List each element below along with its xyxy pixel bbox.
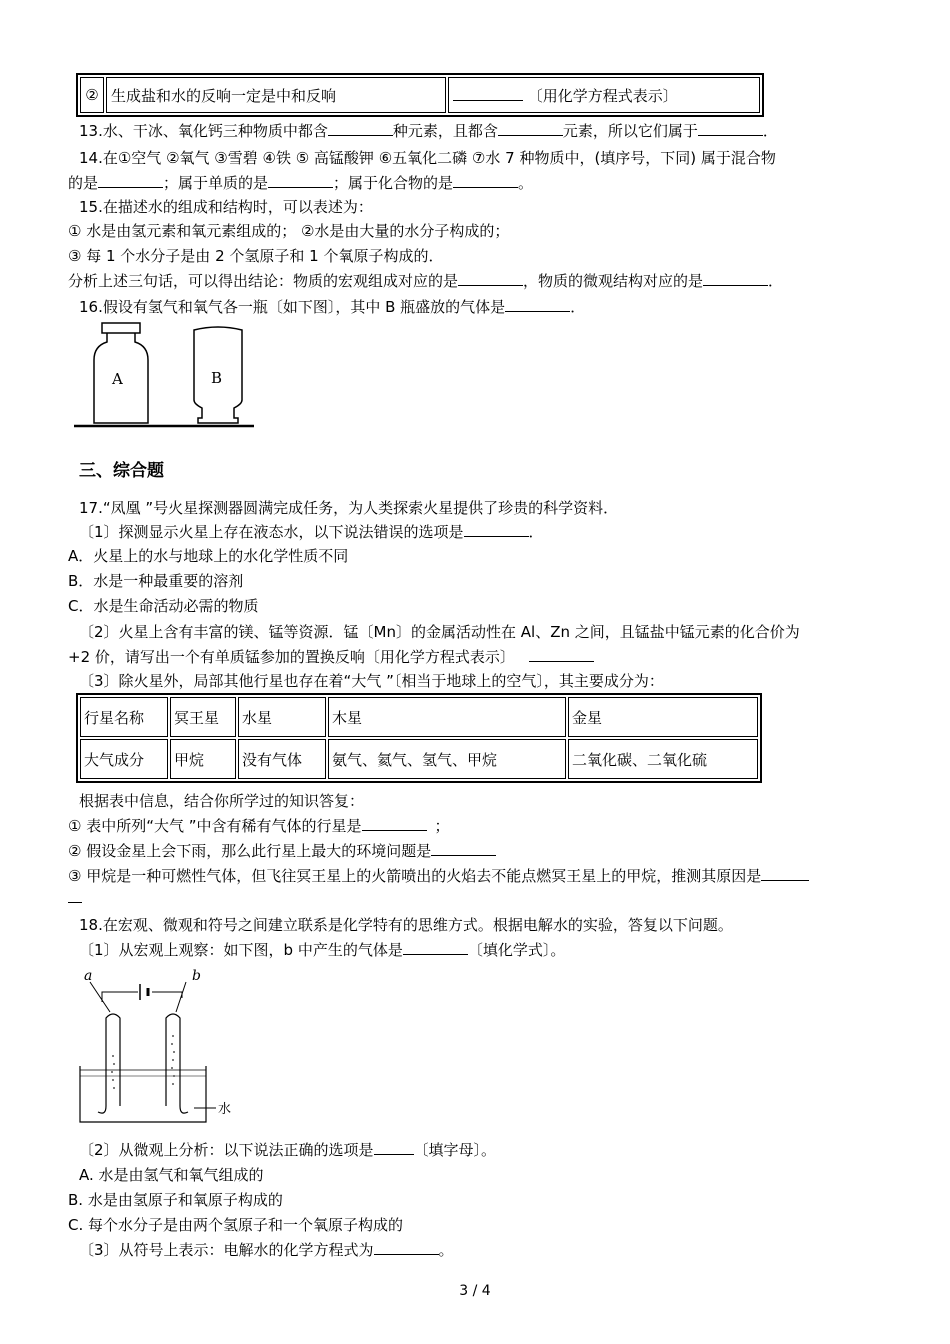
question-16: [79, 296, 585, 318]
q18-sub-1: [79, 939, 565, 961]
q18-sub2-text: 〔2〕从微观上分析：以下说法正确的选项是: [79, 1141, 374, 1159]
q18-sub3-text: 〔3〕从符号上表示：电解水的化学方程式为: [79, 1241, 374, 1259]
q13-text-2: 种元素，且都含: [392, 122, 498, 140]
row-number: ②: [80, 77, 104, 113]
q13-blank-2[interactable]: [498, 120, 563, 136]
q17-sub-3: 〔3〕除火星外，局部其他行星也存在着“大气 ”〔相当于地球上的空气〕，其主要成分为：: [79, 672, 664, 690]
test-tube-b-icon: [166, 1014, 188, 1113]
q17-sub2-blank[interactable]: [529, 646, 594, 662]
q15-blank-2[interactable]: [703, 270, 768, 286]
electrolysis-apparatus-figure: [76, 966, 246, 1130]
q18-sub2-blank[interactable]: [374, 1139, 414, 1155]
planet-table-data-row: [80, 739, 758, 779]
q14-text-4: 。: [518, 174, 534, 192]
q17-item2-text: ② 假设金星上会下雨，那么此行星上最大的环境问题是: [68, 842, 432, 860]
planet-data-cell: 二氧化碳、二氧化硫: [568, 739, 758, 779]
answer-cell: [448, 77, 760, 113]
page-number: 3 / 4: [459, 1283, 491, 1299]
planet-header-cell: 木星: [328, 697, 566, 737]
q14-blank-2[interactable]: [268, 172, 333, 188]
q15-text-3: ．: [768, 272, 784, 290]
q17-item1-blank[interactable]: [362, 815, 427, 831]
q18-sub-2: [79, 1139, 496, 1161]
q17-option-a: A．火星上的水与地球上的水化学性质不同: [68, 547, 349, 565]
q15-text-1: 分析上述三句话，可以得出结论：物质的宏观组成对应的是: [68, 272, 459, 290]
question-14-line-1: 14.在①空气 ②氧气 ③雪碧 ④铁 ⑤ 高锰酸钾 ⑥五氧化二磷 ⑦水 7 种物质中，(填序号，下同) 属于混合物: [79, 149, 776, 167]
q15-text-2: ，物质的微观结构对应的是: [523, 272, 704, 290]
q17-item-1: [68, 815, 450, 837]
answer-suffix: 〔用化学方程式表示〕: [527, 86, 678, 105]
question-15-line-1: 15.在描述水的组成和结构时，可以表述为：: [79, 198, 373, 216]
q17-sub1-text: 〔1〕探测显示火星上存在液态水，以下说法错误的选项是: [79, 523, 464, 541]
water-label: 水: [218, 1102, 232, 1117]
q17-option-b: B．水是一种最重要的溶剂: [68, 572, 244, 590]
q17-item3-blank-continued[interactable]: [68, 902, 82, 903]
q16-blank[interactable]: [505, 296, 570, 312]
planet-header-cell: 水星: [238, 697, 326, 737]
q13-blank-3[interactable]: [698, 120, 763, 136]
q14-text-1: 的是: [68, 174, 99, 192]
question-13: [79, 120, 778, 142]
question-15-line-2: ① 水是由氢元素和氧元素组成的； ②水是由大量的水分子构成的；: [68, 222, 510, 240]
planet-header-cell: 行星名称: [80, 697, 168, 737]
q13-text-4: ．: [762, 122, 778, 140]
test-tube-a-icon: [98, 1014, 120, 1113]
planet-data-cell: 大气成分: [80, 739, 168, 779]
q16-text-1: 16.假设有氢气和氧气各一瓶〔如下图〕，其中 B 瓶盛放的气体是: [79, 298, 506, 316]
q17-item-3: [68, 865, 809, 887]
q17-option-c: C．水是生命活动必需的物质: [68, 597, 259, 615]
bottle-a-label: A: [112, 370, 123, 388]
q14-blank-1[interactable]: [98, 172, 163, 188]
q18-sub1-blank[interactable]: [403, 939, 468, 955]
planet-table-header-row: [80, 697, 758, 737]
q17-sub1-blank[interactable]: [464, 521, 529, 537]
planet-data-cell: 没有气体: [238, 739, 326, 779]
q17-sub-2-line-1: 〔2〕火星上含有丰富的镁、锰等资源．锰〔Mn〕的金属活动性在 Al、Zn 之间，且锰盐中锰元素的化合价为: [79, 623, 800, 641]
q17-item3-text: ③ 甲烷是一种可燃性气体，但飞往冥王星上的火箭喷出的火焰去不能点燃冥王星上的甲烷，推测其原因是: [68, 867, 762, 885]
question-14-line-2: [68, 172, 533, 194]
q14-text-3: ；属于化合物的是: [333, 174, 454, 192]
q15-blank-1[interactable]: [458, 270, 523, 286]
wires: [90, 982, 186, 1012]
q17-item1-end: ；: [434, 817, 450, 835]
q18-option-c: C. 每个水分子是由两个氢原子和一个氧原子构成的: [68, 1216, 404, 1234]
question-15-line-4: [68, 270, 783, 292]
bottles-figure: [72, 320, 262, 432]
q18-sub2-end: 〔填字母〕。: [413, 1141, 497, 1159]
planet-header-cell: 冥王星: [170, 697, 236, 737]
q13-text-1: 13.水、干冰、氧化钙三种物质中都含: [79, 122, 328, 140]
q18-sub3-end: 。: [438, 1241, 454, 1259]
statement-cell: 生成盐和水的反响一定是中和反响: [106, 77, 446, 113]
planet-header-cell: 金星: [568, 697, 758, 737]
question-17-sub-1: [79, 521, 544, 543]
q14-blank-3[interactable]: [453, 172, 518, 188]
q18-sub3-blank[interactable]: [374, 1239, 439, 1255]
q17-item-2: [68, 840, 496, 862]
q17-item3-blank[interactable]: [761, 865, 809, 881]
battery-icon: [140, 984, 148, 1000]
q17-sub1-end: ．: [528, 523, 544, 541]
q17-after-table: 根据表中信息，结合你所学过的知识答复：: [79, 792, 365, 810]
q17-item2-blank[interactable]: [431, 840, 496, 856]
q18-option-b: B. 水是由氢原子和氧原子构成的: [68, 1191, 283, 1209]
q18-sub-3: [79, 1239, 454, 1261]
section-title: 三、综合题: [79, 461, 164, 481]
q18-sub1-end: 〔填化学式〕。: [467, 941, 566, 959]
q16-text-2: ．: [570, 298, 586, 316]
planet-data-cell: 氨气、氦气、氢气、甲烷: [328, 739, 566, 779]
answer-blank[interactable]: [453, 85, 523, 101]
planet-table: [76, 693, 762, 783]
q18-sub1-text: 〔1〕从宏观上观察：如下图，b 中产生的气体是: [79, 941, 403, 959]
planet-data-cell: 甲烷: [170, 739, 236, 779]
q14-text-2: ；属于单质的是: [163, 174, 269, 192]
beaker-icon: [80, 1066, 206, 1122]
q17-item1-text: ① 表中所列“大气 ”中含有稀有气体的行星是: [68, 817, 362, 835]
question-15-line-3: ③ 每 1 个水分子是由 2 个氢原子和 1 个氧原子构成的．: [68, 247, 444, 265]
electrode-label-a: a: [84, 968, 93, 984]
top-table: [76, 73, 764, 117]
question-17-line-1: 17.“凤凰 ”号火星探测器圆满完成任务，为人类探索火星提供了珍贵的科学资料．: [79, 499, 619, 517]
q18-option-a: A. 水是由氢气和氧气组成的: [79, 1166, 264, 1184]
question-18-line-1: 18.在宏观、微观和符号之间建立联系是化学特有的思维方式。根据电解水的实验，答复以下问题。: [79, 916, 733, 934]
bottle-b-label: B: [211, 369, 223, 387]
electrode-label-b: b: [192, 968, 201, 984]
q17-sub-2-line-2: [68, 646, 594, 668]
q17-sub2-text: +2 价，请写出一个有单质锰参加的置换反响〔用化学方程式表示〕: [68, 648, 515, 666]
q13-text-3: 元素，所以它们属于: [562, 122, 698, 140]
q13-blank-1[interactable]: [328, 120, 393, 136]
